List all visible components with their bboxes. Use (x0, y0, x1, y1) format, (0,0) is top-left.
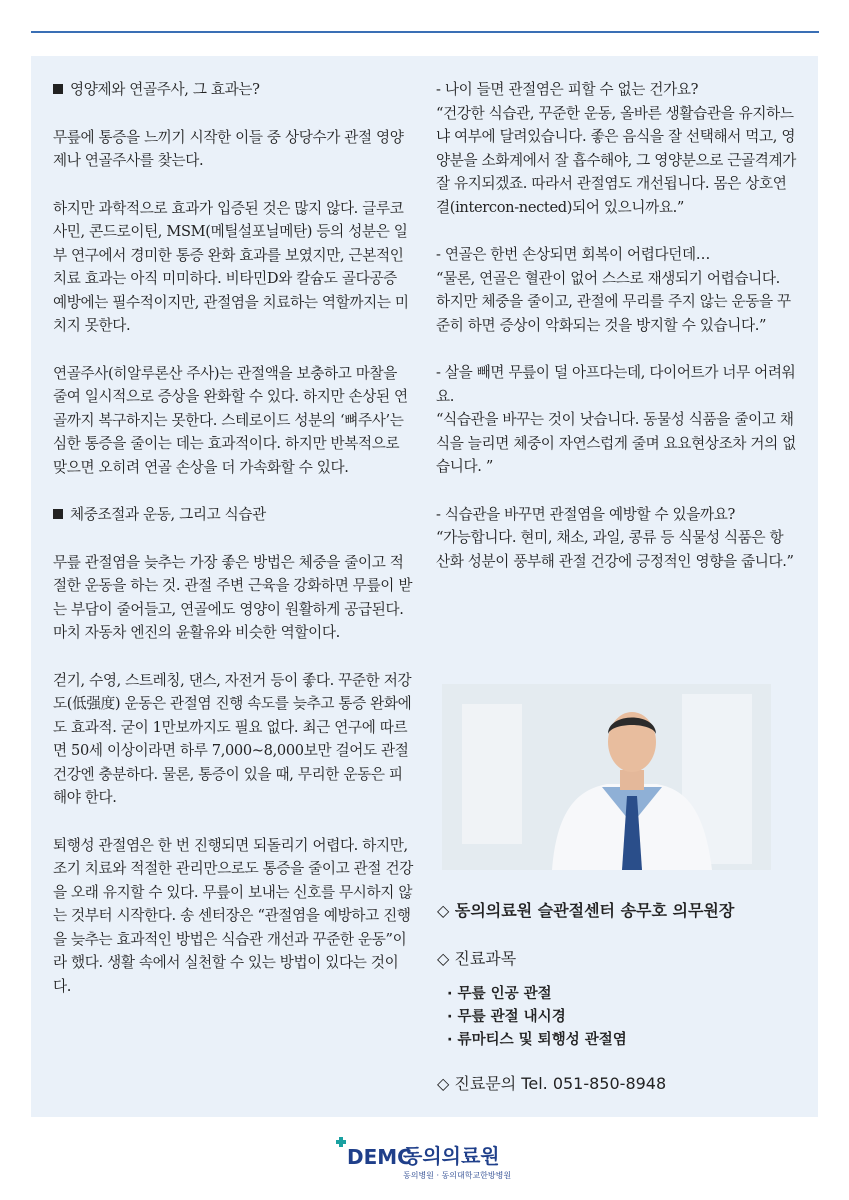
square-bullet-icon (53, 84, 63, 94)
right-column (436, 78, 796, 597)
paragraph: 하지만 과학적으로 효과가 입증된 것은 많지 않다. 글루코사민, 콘드로이틴, MSM(메틸설포닐메탄) 등의 성분은 일부 연구에서 경미한 통증 완화 효과를 보였지만, 근본적인 치료 효과는 아직 미미하다. 비타민D와 칼슘도 골다공증 예방에는 필수적이지만, 관절염을 치료하는 역할까지는 미치지 못한다. (53, 199, 409, 334)
question: - 살을 빼면 무릎이 덜 아프다는데, 다이어트가 너무 어려워요. (436, 364, 796, 405)
hospital-logo (335, 1132, 525, 1182)
doctor-photo (442, 684, 771, 870)
square-bullet-icon (53, 509, 63, 519)
logo-sub: 동의병원 · 동의대학교한방병원 (403, 1171, 512, 1180)
paragraph: 무릎에 통증을 느끼기 시작한 이들 중 상당수가 관절 영양제나 연골주사를 찾는다. (53, 128, 404, 169)
specialty-list (437, 983, 817, 1052)
department-label: ◇ 진료과목 (437, 949, 517, 968)
question: - 식습관을 바꾸면 관절염을 예방할 수 있을까요? (436, 505, 735, 523)
answer: “건강한 식습관, 꾸준한 운동, 올바른 생활습관을 유지하느냐 여부에 달려있습니다. 좋은 음식을 잘 선택해서 먹고, 영양분을 소화계에서 잘 흡수해야, 그 영양분으로 근골격계가 잘 유지되겠죠. 따라서 관절염도 개선됩니다. 몸은 상호연결(intercon-nected)되어 있으니까요.” (436, 104, 796, 216)
paragraph: 퇴행성 관절염은 한 번 진행되면 되돌리기 어렵다. 하지만, 조기 치료와 적절한 관리만으로도 통증을 줄이고 관절 건강을 오래 유지할 수 있다. 무릎이 보내는 신호를 무시하지 않는 것부터 시작한다. 송 센터장은 “관절염을 예방하고 진행을 늦추는 효과적인 방법은 식습관 개선과 꾸준한 운동”이라 했다. 생활 속에서 실천할 수 있는 방법이 있다는 것이다. (53, 836, 413, 995)
doctor-portrait-illustration (442, 684, 771, 870)
list-item: · 류마티스 및 퇴행성 관절염 (447, 1032, 627, 1048)
contact-phone: ◇ 진료문의 Tel. 051-850-8948 (437, 1074, 667, 1093)
question: - 연골은 한번 손상되면 회복이 어렵다던데… (436, 246, 710, 263)
top-divider (31, 31, 819, 33)
answer: “식습관을 바꾸는 것이 낫습니다. 동물성 식품을 줄이고 채식을 늘리면 체중이 자연스럽게 줄며 요요현상조차 거의 없습니다. ” (436, 411, 796, 475)
list-item: · 무릎 관절 내시경 (447, 1009, 566, 1025)
section-heading-exercise: 체중조절과 운동, 그리고 식습관 (53, 503, 413, 527)
answer: “가능합니다. 현미, 채소, 과일, 콩류 등 식물성 식품은 항산화 성분이 풍부해 관절 건강에 긍정적인 영향을 줍니다.” (436, 529, 794, 570)
list-item: · 무릎 인공 관절 (447, 986, 552, 1002)
question: - 나이 들면 관절염은 피할 수 없는 건가요? (436, 81, 699, 98)
left-column (53, 78, 413, 1022)
answer: “물론, 연골은 혈관이 없어 스스로 재생되기 어렵습니다. 하지만 체중을 줄이고, 관절에 무리를 주지 않는 운동을 꾸준히 하면 증상이 악화되는 것을 방지할 수 있습니다.” (436, 269, 791, 334)
paragraph: 연골주사(히알루론산 주사)는 관절액을 보충하고 마찰을 줄여 일시적으로 증상을 완화할 수 있다. 하지만 손상된 연골까지 복구하지는 못한다. 스테로이드 성분의 ‘뼈주사’는 심한 통증을 줄이는 데는 효과적이다. 하지만 반복적으로 맞으면 오히려 연골 손상을 더 가속화할 수 있다. (53, 364, 408, 476)
qa-block (436, 243, 796, 337)
logo-name: 동의의료원 (403, 1144, 500, 1168)
logo-abbr: DEMC (347, 1145, 412, 1169)
paragraph: 무릎 관절염을 늦추는 가장 좋은 방법은 체중을 줄이고 적절한 운동을 하는 것. 관절 주변 근육을 강화하면 무릎이 받는 부담이 줄어들고, 연골에도 영양이 원활하게 공급된다. 마치 자동차 엔진의 윤활유와 비슷한 역할이다. (53, 553, 413, 641)
qa-block (436, 503, 796, 574)
section-heading-supplements: 영양제와 연골주사, 그 효과는? (53, 78, 413, 102)
logo-mark-icon (335, 1132, 525, 1182)
paragraph: 걷기, 수영, 스트레칭, 댄스, 자전거 등이 좋다. 꾸준한 저강도(低强度) 운동은 관절염 진행 속도를 늦추고 통증 완화에도 효과적. 굳이 1만보까지도 필요 없다. 최근 연구에 따르면 50세 이상이라면 하루 7,000~8,000보만 걸어도 관절 건강엔 충분하다. 물론, 통증이 있을 때, 무리한 운동은 피해야 한다. (53, 671, 412, 806)
qa-block (436, 78, 796, 219)
qa-block (436, 361, 796, 479)
doctor-title: ◇ 동의의료원 슬관절센터 송무호 의무원장 (437, 901, 735, 920)
article-panel (31, 56, 818, 1117)
